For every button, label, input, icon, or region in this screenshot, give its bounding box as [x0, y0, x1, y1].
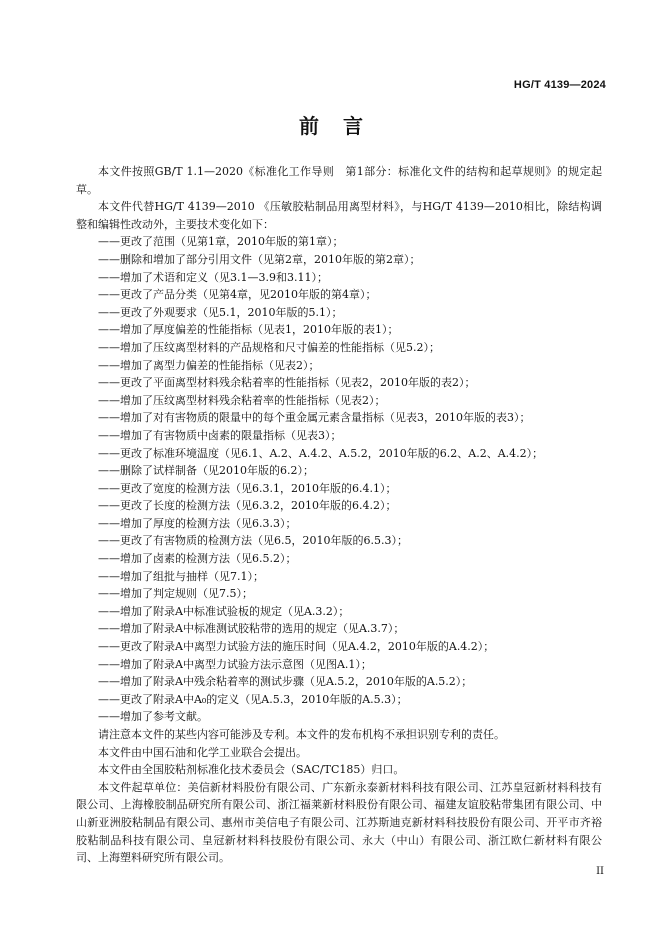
paragraph-replacement: 本文件代替HG/T 4139—2010 《压敏胶粘制品用离型材料》，与HG/T 4139—2010相比，除结构调整和编辑性改动外，主要技术变化如下： [76, 200, 602, 231]
change-item: ——更改了外观要求（见5.1，2010年版的5.1）； [98, 305, 343, 319]
change-item: ——增加了附录A中标准试验板的规定（见A.3.2）； [98, 604, 350, 618]
change-item: ——删除和增加了部分引用文件（见第2章，2010年版的第2章）； [98, 252, 421, 266]
change-item: ——增加了卤素的检测方法（见6.5.2）； [98, 552, 297, 566]
change-item: ——增加了判定规则（见7.5）； [98, 587, 253, 601]
change-item: ——增加了有害物质中卤素的限量指标（见表3）； [98, 428, 342, 442]
change-item: ——更改了宽度的检测方法（见6.3.1，2010年版的6.4.1）； [98, 481, 397, 495]
paragraph-drafting-rules: 本文件按照GB/T 1.1—2020《标准化工作导则 第1部分：标准化文件的结构和起草规则》的规定起草。 [76, 165, 602, 196]
page-number: II [596, 866, 604, 877]
change-item: ——更改了附录A中离型力试验方法的施压时间（见A.4.2，2010年版的A.4.2）； [98, 640, 495, 654]
change-item: ——增加了术语和定义（见3.1—3.9和3.11）； [98, 270, 328, 284]
change-item: ——更改了产品分类（见第4章，见2010年版的第4章）； [98, 288, 377, 302]
change-item: ——增加了附录A中残余粘着率的测试步骤（见A.5.2，2010年版的A.5.2）； [98, 675, 473, 689]
document-code: HG/T 4139—2024 [513, 79, 606, 91]
change-item: ——增加了厚度偏差的性能指标（见表1，2010年版的表1）； [98, 323, 399, 337]
change-item: ——更改了长度的检测方法（见6.3.2，2010年版的6.4.2）； [98, 499, 397, 513]
change-item: ——删除了试样制备（见2010年版的6.2）； [98, 464, 314, 478]
change-item: ——增加了压纹离型材料残余粘着率的性能指标（见表2）； [98, 393, 386, 407]
paragraph-proposer: 本文件由中国石油和化学工业联合会提出。 [98, 745, 307, 759]
paragraph-drafting-units: 本文件起草单位：美信新材料股份有限公司、广东新永泰新材料科技有限公司、江苏皇冠新材料科技有限公司、上海橡胶制品研究所有限公司、浙江福莱新材料股份有限公司、福建友谊胶粘带集团有限公司、中山新亚洲胶粘制品有限公司、惠州市美信电子有限公司、江苏斯迪克新材料科技股份有限公司、开平市齐裕胶粘制品科技有限公司、皇冠新材料科技股份有限公司、永大（中山）有限公司、浙江欧仁新材料有限公司、上海塑料研究所有限公司。 [76, 780, 602, 865]
change-item: ——增加了对有害物质的限量中的每个重金属元素含量指标（见表3，2010年版的表3）； [98, 411, 531, 425]
change-item: ——更改了范围（见第1章，2010年版的第1章）； [98, 235, 344, 249]
paragraph-committee: 本文件由全国胶粘剂标准化技术委员会（SAC/TC185）归口。 [98, 763, 405, 777]
change-item: ——更改了有害物质的检测方法（见6.5，2010年版的6.5.3）； [98, 534, 408, 548]
change-item: ——更改了附录A中A₀的定义（见A.5.3，2010年版的A.5.3）； [98, 692, 408, 706]
foreword-body [76, 163, 602, 867]
change-item: ——更改了标准环境温度（见6.1、A.2、A.4.2、A.5.2，2010年版的6.2、A.2、A.4.2）； [98, 446, 544, 460]
change-item: ——更改了平面离型材料残余粘着率的性能指标（见表2，2010年版的表2）； [98, 376, 476, 390]
change-item: ——增加了厚度的检测方法（见6.3.3）； [98, 516, 297, 530]
changes-list [76, 233, 602, 726]
page-title: 前言 [299, 114, 387, 138]
change-item: ——增加了离型力偏差的性能指标（见表2）； [98, 358, 320, 372]
change-item: ——增加了组批与抽样（见7.1）； [98, 569, 264, 583]
paragraph-patent-notice: 请注意本文件的某些内容可能涉及专利。本文件的发布机构不承担识别专利的责任。 [98, 728, 505, 741]
change-item: ——增加了附录A中离型力试验方法示意图（见图A.1）； [98, 657, 372, 671]
change-item: ——增加了参考文献。 [98, 710, 208, 724]
change-item: ——增加了压纹离型材料的产品规格和尺寸偏差的性能指标（见5.2）； [98, 340, 440, 354]
change-item: ——增加了附录A中标准测试胶粘带的选用的规定（见A.3.7）； [98, 622, 405, 636]
